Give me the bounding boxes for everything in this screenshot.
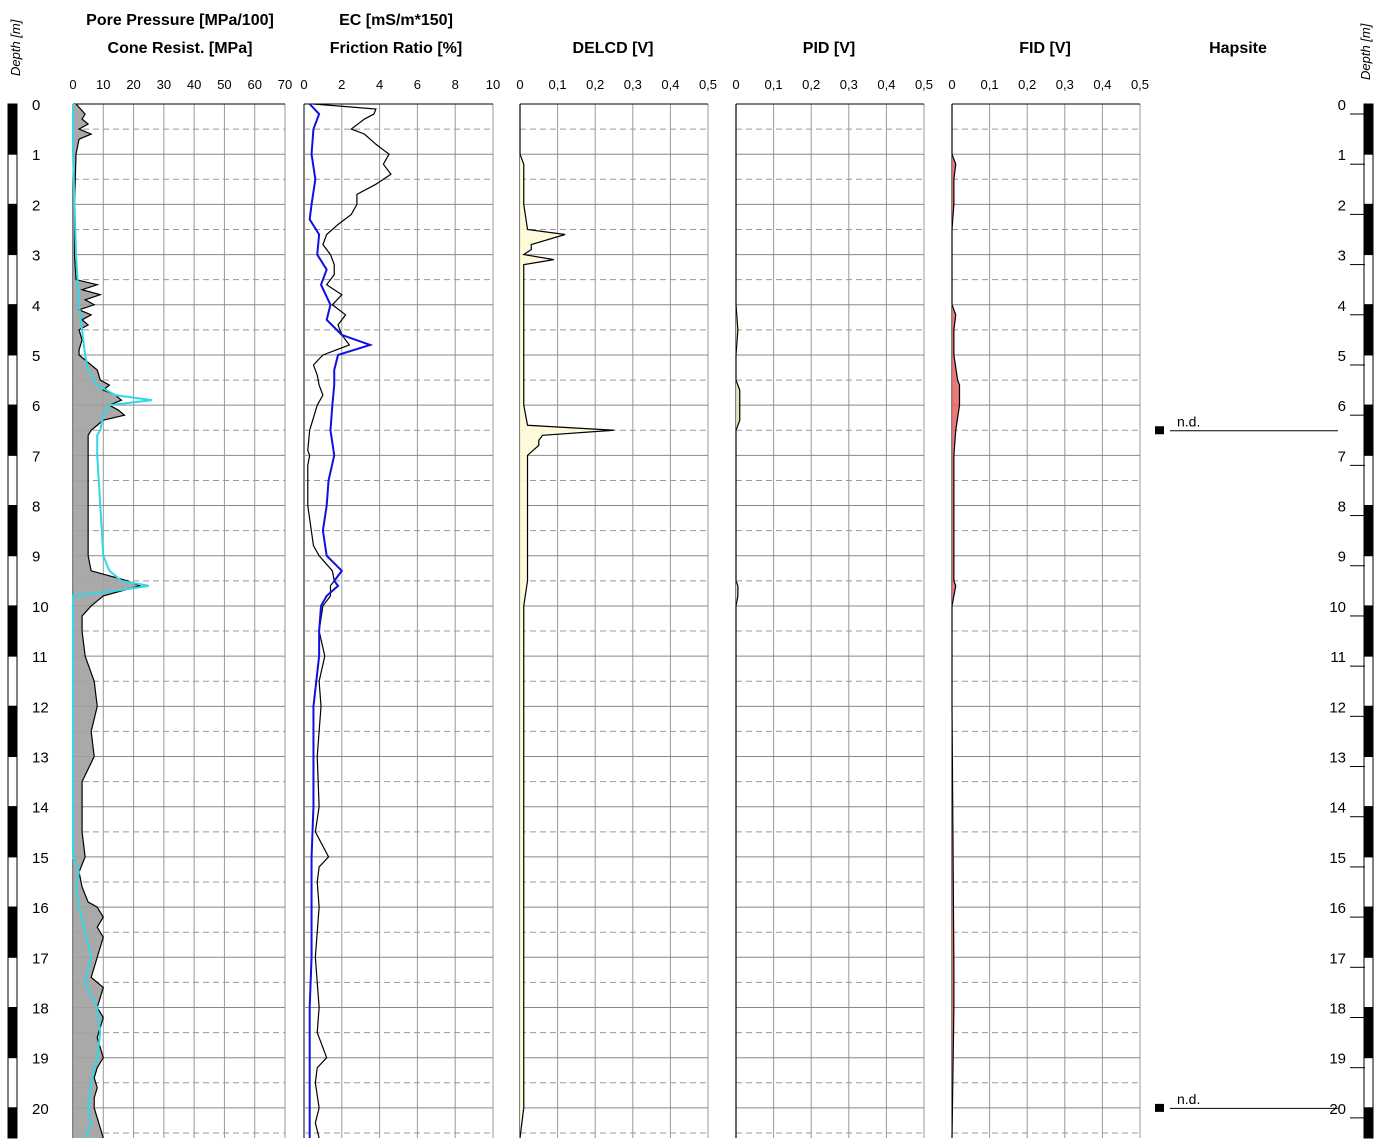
cpt-x-tick-label: 70 [277,77,293,92]
ec-fr-title-bottom: Friction Ratio [%] [329,40,463,57]
cpt-x-tick-label: 30 [156,77,172,92]
left-depth-tick-label: 3 [32,247,41,265]
hapsite-marker [1155,1104,1164,1112]
cpt-title-bottom: Cone Resist. [MPa] [107,40,253,57]
right-ruler-segment [1364,355,1373,405]
left-depth-axis-title: Depth [m] [8,19,23,76]
left-depth-tick-label: 6 [32,398,41,416]
left-ruler-segment [8,556,17,606]
right-depth-tick-label: 9 [1337,548,1346,566]
delcd-x-tick-label: 0,2 [586,77,605,92]
delcd-x-tick-label: 0,1 [548,77,567,92]
right-depth-tick-label: 6 [1337,398,1346,416]
left-depth-tick-label: 7 [32,448,41,466]
right-ruler-segment [1364,857,1373,907]
right-depth-tick-label: 4 [1337,297,1346,315]
left-ruler-segment [8,305,17,355]
right-ruler-segment [1364,757,1373,807]
right-depth-tick-label: 18 [1329,1000,1346,1018]
ec-fr-x-tick-label: 8 [451,77,459,92]
left-ruler-segment [8,957,17,1007]
right-depth-axis-title: Depth [m] [1358,23,1373,80]
left-depth-ruler [8,104,17,1138]
left-ruler-segment [8,455,17,505]
right-ruler-segment [1364,204,1373,254]
pid-x-tick-label: 0,2 [802,77,821,92]
left-depth-tick-label: 8 [32,498,41,516]
left-depth-tick-label: 19 [32,1050,49,1068]
left-ruler-segment [8,1058,17,1108]
right-ruler-segment [1364,104,1373,154]
right-depth-tick-label: 20 [1329,1100,1346,1118]
fid-x-tick-label: 0,1 [980,77,999,92]
right-depth-tick-label: 17 [1329,950,1346,968]
right-ruler-segment [1364,1007,1373,1057]
left-depth-tick-label: 15 [32,849,49,867]
right-ruler-segment [1364,1108,1373,1138]
right-depth-tick-label: 8 [1337,498,1346,516]
cpt-x-tick-label: 50 [217,77,232,92]
right-depth-tick-label: 13 [1329,749,1346,767]
left-ruler-segment [8,606,17,656]
right-ruler-segment [1364,556,1373,606]
left-depth-tick-label: 9 [32,548,41,566]
left-depth-tick-label: 5 [32,347,41,365]
pid-x-tick-label: 0 [732,77,740,92]
cpt-x-tick-label: 0 [69,77,77,92]
delcd-x-tick-label: 0,3 [623,77,642,92]
left-depth-tick-label: 1 [32,147,41,165]
right-depth-ruler [1364,104,1373,1138]
right-ruler-segment [1364,907,1373,957]
left-depth-tick-label: 4 [32,297,41,315]
right-ruler-segment [1364,1058,1373,1108]
right-ruler-segment [1364,305,1373,355]
ec-fr-x-tick-label: 0 [300,77,308,92]
left-ruler-segment [8,1007,17,1057]
left-depth-tick-label: 17 [32,950,49,968]
left-ruler-segment [8,706,17,756]
right-depth-tick-label: 16 [1329,900,1346,918]
left-depth-tick-label: 20 [32,1100,49,1118]
delcd-x-tick-label: 0 [516,77,524,92]
right-ruler-segment [1364,506,1373,556]
left-depth-tick-label: 2 [32,197,41,215]
ec-ms-m-150-line [310,104,370,1138]
left-depth-tick-label: 10 [32,598,49,616]
right-depth-tick-label: 0 [1337,97,1346,114]
cpt-x-tick-label: 60 [247,77,262,92]
left-ruler-segment [8,1108,17,1138]
ec-fr-x-tick-label: 2 [338,77,346,92]
right-ruler-segment [1364,606,1373,656]
pid-x-tick-label: 0,3 [839,77,858,92]
left-ruler-segment [8,405,17,455]
left-ruler-segment [8,104,17,154]
right-depth-tick-label: 19 [1329,1050,1346,1068]
left-depth-tick-label: 14 [32,799,49,817]
delcd-x-tick-label: 0,5 [698,77,718,92]
right-depth-tick-label: 3 [1337,247,1346,265]
ec-fr-title-top: EC [mS/m*150] [339,12,453,29]
delcd-v-area [520,104,614,1138]
left-ruler-segment [8,807,17,857]
right-depth-tick-label: 15 [1329,849,1346,867]
ec-fr-x-tick-label: 10 [485,77,501,92]
left-ruler-segment [8,204,17,254]
right-depth-tick-label: 2 [1337,197,1346,215]
hapsite-marker-label: n.d. [1177,1090,1201,1107]
right-depth-tick-label: 11 [1330,649,1346,667]
pid-title: PID [V] [802,40,856,57]
right-depth-tick-label: 1 [1337,147,1346,165]
right-ruler-segment [1364,255,1373,305]
right-depth-tick-label: 10 [1329,598,1346,616]
fid-x-tick-label: 0 [948,77,956,92]
ec-fr-x-tick-label: 4 [375,77,384,92]
right-ruler-segment [1364,706,1373,756]
cpt-x-tick-label: 20 [126,77,141,92]
right-ruler-segment [1364,957,1373,1007]
ec-fr-x-tick-label: 6 [413,77,422,92]
left-depth-tick-label: 0 [32,97,41,114]
left-depth-tick-label: 18 [32,1000,49,1018]
left-depth-tick-label: 11 [32,649,48,667]
right-ruler-segment [1364,455,1373,505]
pid-x-tick-label: 0,5 [914,77,934,92]
right-depth-tick-label: 5 [1337,347,1346,365]
left-depth-tick-label: 12 [32,699,49,717]
left-ruler-segment [8,757,17,807]
pid-v-line [736,104,740,1138]
left-ruler-segment [8,255,17,305]
fid-x-tick-label: 0,4 [1093,77,1112,92]
fid-v-area [952,104,960,1138]
right-ruler-segment [1364,807,1373,857]
fid-x-tick-label: 0,2 [1018,77,1037,92]
hapsite-marker [1155,426,1164,434]
left-ruler-segment [8,656,17,706]
cone-resist-mpa-area [73,104,140,1138]
right-ruler-segment [1364,405,1373,455]
left-depth-tick-label: 16 [32,900,49,918]
cpt-x-tick-label: 40 [186,77,202,92]
left-depth-tick-label: 13 [32,749,49,767]
fid-x-tick-label: 0,5 [1130,77,1150,92]
right-depth-tick-label: 14 [1329,799,1346,817]
hapsite-marker-label: n.d. [1177,413,1201,430]
pid-x-tick-label: 0,4 [877,77,896,92]
left-ruler-segment [8,355,17,405]
right-ruler-segment [1364,656,1373,706]
left-ruler-segment [8,857,17,907]
right-depth-tick-label: 12 [1329,699,1346,717]
left-ruler-segment [8,907,17,957]
delcd-title: DELCD [V] [572,40,654,57]
right-depth-tick-label: 7 [1337,448,1346,466]
cpt-title-top: Pore Pressure [MPa/100] [86,12,274,29]
left-ruler-segment [8,154,17,204]
hapsite-title: Hapsite [1209,40,1267,57]
left-ruler-segment [8,506,17,556]
fid-x-tick-label: 0,3 [1055,77,1074,92]
fid-title: FID [V] [1019,40,1071,57]
delcd-x-tick-label: 0,4 [661,77,680,92]
pid-x-tick-label: 0,1 [764,77,783,92]
cpt-x-tick-label: 10 [96,77,111,92]
pore-pressure-mpa-100-line [73,104,152,1138]
right-ruler-segment [1364,154,1373,204]
